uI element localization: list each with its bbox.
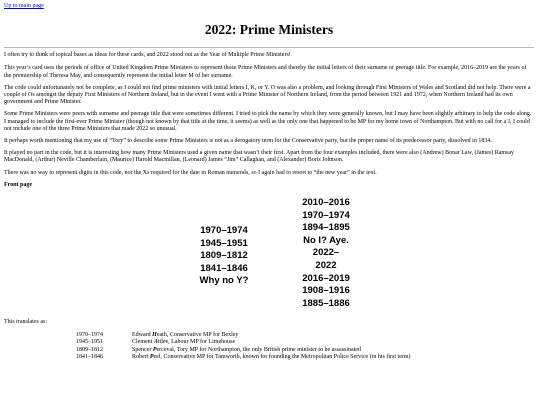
translation-text — [132, 354, 411, 361]
front-page-card — [4, 197, 534, 319]
new-year-paragraph: There was no way to represent digits in this code, nor the Xs required for the date in Roman numerals, so I again had to resort to “the new year” in the text. — [4, 169, 377, 176]
translation-text — [132, 347, 411, 354]
translation-name: Edward — [132, 332, 153, 339]
translation-table — [76, 332, 411, 361]
translation-name: Spencer — [132, 346, 153, 353]
translation-years: 1945–1951 — [76, 339, 103, 346]
translation-years: 1970–1974 — [76, 332, 103, 339]
translation-rest: erceval, Tory MP for Northampton, the only British prime minister to be assassinated — [156, 346, 362, 353]
missing-letters-paragraph: The code could unfortunately not be complete, as I could not find prime ministers with initial letters I, K, or Y. O was also a problem, and looking through First Ministers of Wales and Scotland did not help. There were a couple of Os amongst the deputy First Ministers of Northern Ireland, but in the event I went with a Prime Minister of Northern Ireland, from the period between 1921 and 1972, when Northern Ireland had its own government and Prime Minister. — [4, 84, 531, 106]
front-right-line: No I? Aye. — [303, 234, 349, 246]
card-explanation-paragraph: This year’s card uses the periods of office of United Kingdom Prime Ministers to represent those Prime Ministers and thereby the initial letters of their surname or peerage title. For example, 2016–2019 are the years of the premiership of Theresa May, and consequently represent the initial letter M of her surname. — [4, 65, 527, 79]
front-right-column — [284, 197, 368, 310]
title-divider — [4, 47, 534, 48]
translation-name: Robert — [132, 353, 150, 360]
front-left-line: 1970–1974 — [200, 225, 248, 237]
translation-text — [132, 339, 411, 346]
front-left-column — [182, 225, 266, 288]
given-names-paragraph: It played no part in the code, but it is interesting how many Prime Ministers used a given name that wasn’t their first. Apart from the four examples included, there were also (Andrew) Bonar Law, (James) Ramsay MacDonald, (Arthur) Neville Chamberlain, (Maurice) Harold Macmillan, (Leonard) James “Jim” Callaghan, and (Alexander) Boris Johnson. — [4, 150, 515, 164]
front-right-line: 1894–1895 — [302, 222, 350, 234]
translation-initial: P — [152, 346, 157, 353]
translation-years: 1809–1812 — [76, 346, 103, 353]
front-right-line: 1885–1886 — [302, 297, 350, 309]
front-left-line: 1809–1812 — [200, 250, 248, 262]
intro-paragraph: I often try to think of topical bases as ideas for these cards, and 2022 stood out as the Year of Multiple Prime Ministers! — [4, 52, 291, 59]
table-row — [76, 332, 411, 339]
front-left-line: 1841–1846 — [200, 262, 248, 274]
translation-rest: eel, Conservative MP for Tamworth, known for founding the Metropolitan Police Service (in his first term) — [153, 353, 411, 360]
translation-rest: ttlee, Labour MP for Limehouse — [157, 339, 236, 346]
translates-label: This translates as: — [4, 319, 47, 326]
translation-initial: A — [153, 339, 158, 346]
front-left-line: 1945–1951 — [200, 237, 248, 249]
tory-paragraph: It perhaps worth mentioning that my use of “Tory” to describe some Prime Ministers is not as a derogatory term for the Conservative party, but the proper name of its predecessor party, dissolved in 1834. — [4, 138, 492, 145]
front-right-line: 2022– — [312, 247, 340, 259]
translation-rest: eath, Conservative MP for Bexley — [156, 332, 239, 339]
front-page-heading: Front page — [4, 181, 33, 188]
front-right-line: 2010–2016 — [302, 197, 350, 209]
front-right-line: 2016–2019 — [302, 272, 350, 284]
translation-name: Clement — [132, 339, 154, 346]
up-to-main-page-link[interactable]: Up to main page — [4, 3, 44, 9]
translation-years: 1841–1846 — [76, 353, 103, 360]
front-left-line: Why no Y? — [199, 275, 249, 287]
page-title: 2022: Prime Ministers — [204, 22, 334, 38]
table-row — [76, 339, 411, 346]
front-right-line: 1908–1916 — [302, 285, 350, 297]
table-row — [76, 347, 411, 354]
front-right-line: 2022 — [315, 260, 337, 272]
translation-initial: H — [152, 332, 157, 339]
peers-paragraph: Some Prime Ministers were peers with surname and peerage title that were sometimes different. I tried to pick the name by which they were generally known, but I may have been slightly arbitrary to help the code along. I managed to include the first-ever Prime Minister (though not known by that title at the time, it seems) as well as the only one that happened to be MP for my home town of Northampton. But with no call for a J, I could not include one of the three Prime Ministers that made 2022 so unusual. — [4, 111, 532, 132]
translation-initial: P — [149, 353, 154, 360]
front-right-line: 1970–1974 — [302, 209, 350, 221]
table-row — [76, 354, 411, 361]
